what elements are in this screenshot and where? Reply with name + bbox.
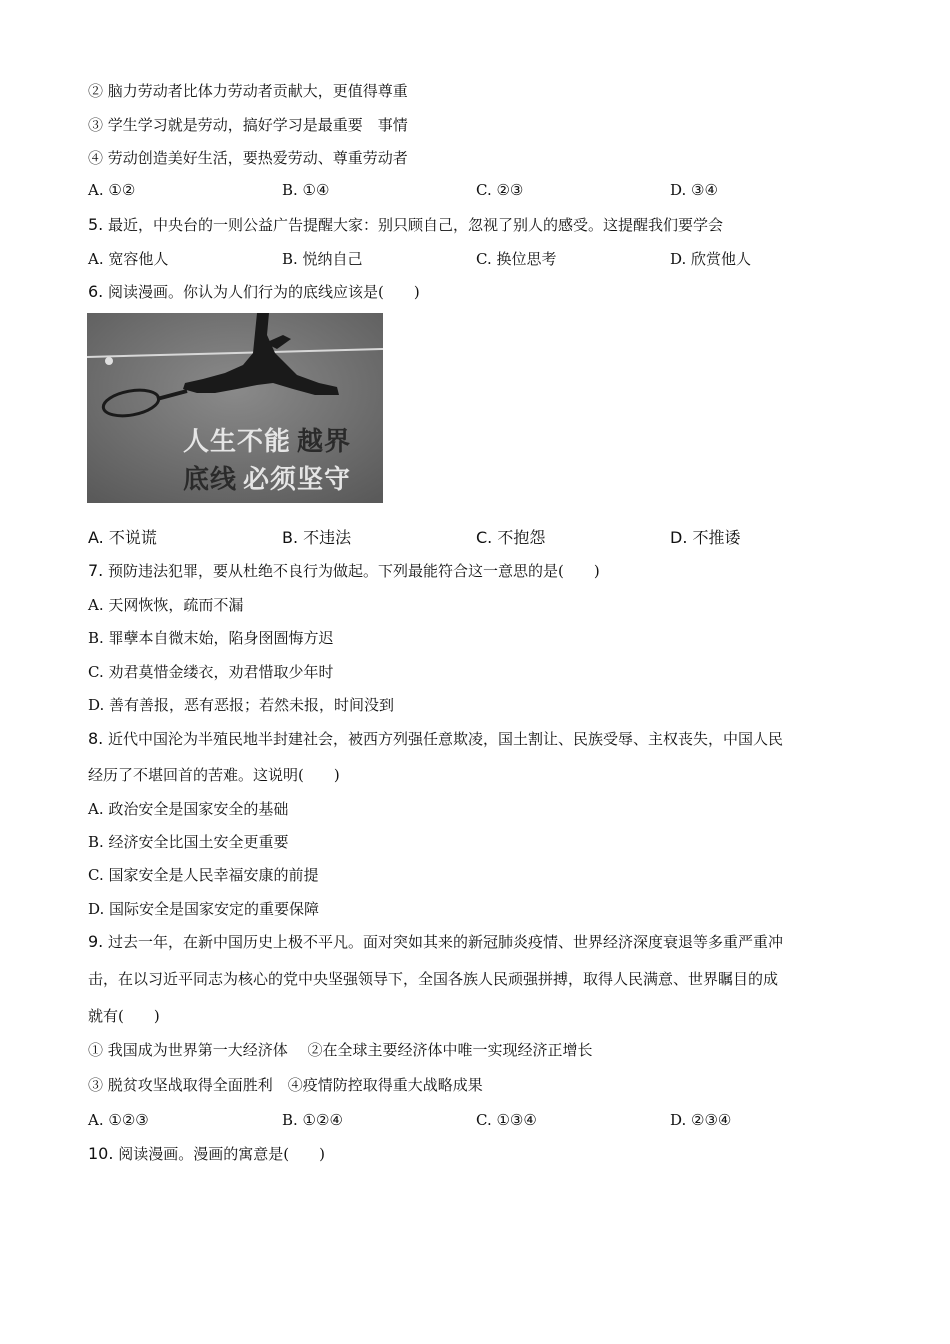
q9-option-b: B. ①②④ <box>282 1111 343 1129</box>
q4-option-b: B. ①④ <box>282 181 330 199</box>
q4-option-c: C. ②③ <box>476 181 524 199</box>
q8-stem-line-2: 经历了不堪回首的苦难。这说明( ) <box>88 766 340 784</box>
q8-option-c: C. 国家安全是人民幸福安康的前提 <box>88 866 319 884</box>
q10-text: 阅读漫画。漫画的寓意是( ) <box>113 1145 325 1163</box>
q8-number: 8. <box>88 729 104 748</box>
q6-stem <box>88 281 420 302</box>
q5-option-d: D. 欣赏他人 <box>670 250 752 268</box>
q4-statement-4: ④ 劳动创造美好生活，要热爱劳动、尊重劳动者 <box>88 149 408 167</box>
q5-option-c: C. 换位思考 <box>476 250 557 268</box>
q8-text-1: 近代中国沦为半殖民地半封建社会，被西方列强任意欺凌，国土割让、民族受辱、主权丧失，中国人民 <box>103 730 784 748</box>
q6-cartoon-caption-1: 人生不能 越界 <box>183 427 352 457</box>
q6-option-c: C. 不抱怨 <box>476 528 546 547</box>
q5-option-a: A. 宽容他人 <box>88 250 169 268</box>
q5-number: 5. <box>88 215 104 234</box>
q6-cartoon-image <box>87 313 383 503</box>
q4-option-d: D. ③④ <box>670 181 718 199</box>
q9-option-c: C. ①③④ <box>476 1111 537 1129</box>
q5-text: 最近，中央台的一则公益广告提醒大家：别只顾自己，忽视了别人的感受。这提醒我们要学会 <box>103 216 724 234</box>
q6-number: 6. <box>88 282 104 301</box>
q9-option-a: A. ①②③ <box>88 1111 149 1129</box>
q9-stem-line-3: 就有( ) <box>88 1007 160 1025</box>
q4-statement-2: ② 脑力劳动者比体力劳动者贡献大，更值得尊重 <box>88 82 408 100</box>
q7-number: 7. <box>88 561 104 580</box>
q7-option-a: A. 天网恢恢，疏而不漏 <box>88 596 244 614</box>
q7-option-c: C. 劝君莫惜金缕衣，劝君惜取少年时 <box>88 663 334 681</box>
q6-option-d: D. 不推诿 <box>670 528 741 547</box>
q8-option-d: D. 国际安全是国家安定的重要保障 <box>88 900 320 918</box>
q7-option-b: B. 罪孽本自微末始，陷身囹圄悔方迟 <box>88 629 334 647</box>
q7-stem <box>88 560 600 581</box>
q9-option-d: D. ②③④ <box>670 1111 732 1129</box>
q8-option-a: A. 政治安全是国家安全的基础 <box>88 800 289 818</box>
q9-statements-2: ③ 脱贫攻坚战取得全面胜利 ④疫情防控取得重大战略成果 <box>88 1076 483 1094</box>
q9-number: 9. <box>88 932 104 951</box>
q6-text: 阅读漫画。你认为人们行为的底线应该是( ) <box>103 283 420 301</box>
q9-statements-1: ① 我国成为世界第一大经济体 ②在全球主要经济体中唯一实现经济正增长 <box>88 1041 593 1059</box>
q9-text-1: 过去一年，在新中国历史上极不平凡。面对突如其来的新冠肺炎疫情、世界经济深度衰退等多重严重冲 <box>103 933 784 951</box>
q6-option-b: B. 不违法 <box>282 528 352 547</box>
q6-option-a: A. 不说谎 <box>88 528 157 547</box>
q9-stem-line-1 <box>88 931 783 952</box>
q6-cartoon-caption-2: 底线 必须坚守 <box>183 465 352 495</box>
q10-stem <box>88 1143 325 1164</box>
q4-option-a: A. ①② <box>88 181 136 199</box>
q5-option-b: B. 悦纳自己 <box>282 250 363 268</box>
q10-number: 10. <box>88 1144 114 1163</box>
q7-text: 预防违法犯罪，要从杜绝不良行为做起。下列最能符合这一意思的是( ) <box>103 562 600 580</box>
q9-stem-line-2: 击，在以习近平同志为核心的党中央坚强领导下，全国各族人民顽强拼搏，取得人民满意、世界瞩目的成 <box>88 970 779 988</box>
q8-stem-line-1 <box>88 728 783 749</box>
q7-option-d: D. 善有善报，恶有恶报；若然未报，时间没到 <box>88 696 395 714</box>
q8-option-b: B. 经济安全比国土安全更重要 <box>88 833 289 851</box>
q5-stem <box>88 214 723 235</box>
q4-statement-3: ③ 学生学习就是劳动，搞好学习是最重要 事情 <box>88 116 408 134</box>
